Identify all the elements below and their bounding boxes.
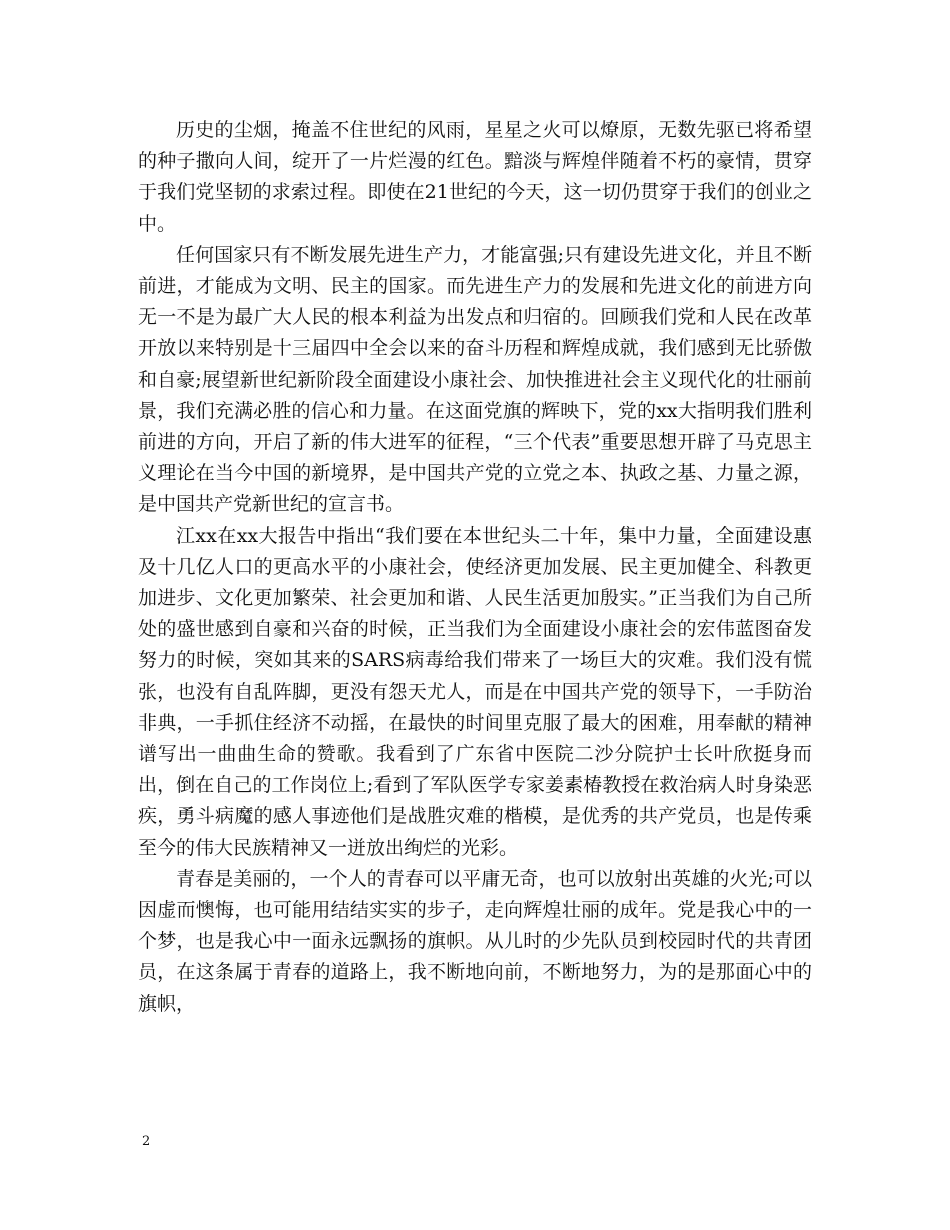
paragraph-youth: 青春是美丽的，一个人的青春可以平庸无奇，也可以放射出英雄的火光;可以因虚而懊悔，也可能用结结实实的步子，走向辉煌壮丽的成年。党是我心中的一个梦，也是我心中一面永远飘扬的旗帜。从儿时的少先队员到校园时代的共青团员，在这条属于青春的道路上，我不断地向前，不断地努力，为的是那面心中的旗帜，	[138, 867, 812, 1015]
page-number: 2	[142, 1134, 151, 1149]
paragraph-history: 历史的尘烟，掩盖不住世纪的风雨，星星之火可以燎原，无数先驱已将希望的种子撒向人间，绽开了一片烂漫的红色。黯淡与辉煌伴随着不朽的豪情，贯穿于我们党坚韧的求索过程。即使在21世纪的今天，这一切仍贯穿于我们的创业之中。	[138, 119, 812, 235]
body-text	[138, 115, 812, 1020]
paragraph-productivity: 任何国家只有不断发展先进生产力，才能富强;只有建设先进文化，并且不断前进，才能成为文明、民主的国家。而先进生产力的发展和先进文化的前进方向无一不是为最广大人民的根本利益为出发点和归宿的。回顾我们党和人民在改革开放以来特别是十三届四中全会以来的奋斗历程和辉煌成就，我们感到无比骄傲和自豪;展望新世纪新阶段全面建设小康社会、加快推进社会主义现代化的壮丽前景，我们充满必胜的信心和力量。在这面党旗的辉映下，党的xx大指明我们胜利前进的方向，开启了新的伟大进军的征程，“三个代表”重要思想开辟了马克思主义理论在当今中国的新境界，是中国共产党的立党之本、执政之基、力量之源，是中国共产党新世纪的宣言书。	[138, 243, 812, 516]
paragraph-report: 江xx在xx大报告中指出“我们要在本世纪头二十年，集中力量，全面建设惠及十几亿人口的更高水平的小康社会，使经济更加发展、民主更加健全、科教更加进步、文化更加繁荣、社会更加和谐、人民生活更加殷实。”正当我们为自己所处的盛世感到自豪和兴奋的时候，正当我们为全面建设小康社会的宏伟蓝图奋发努力的时候，突如其来的SARS病毒给我们带来了一场巨大的灾难。我们没有慌张，也没有自乱阵脚，更没有怨天尤人，而是在中国共产党的领导下，一手防治非典，一手抓住经济不动摇，在最快的时间里克服了最大的困难，用奉献的精神谱写出一曲曲生命的赞歌。我看到了广东省中医院二沙分院护士长叶欣挺身而出，倒在自己的工作岗位上;看到了军队医学专家姜素椿教授在救治病人时身染恶疾，勇斗病魔的感人事迹他们是战胜灾难的楷模，是优秀的共产党员，也是传乘至今的伟大民族精神又一迸放出绚烂的光彩。	[138, 524, 812, 859]
